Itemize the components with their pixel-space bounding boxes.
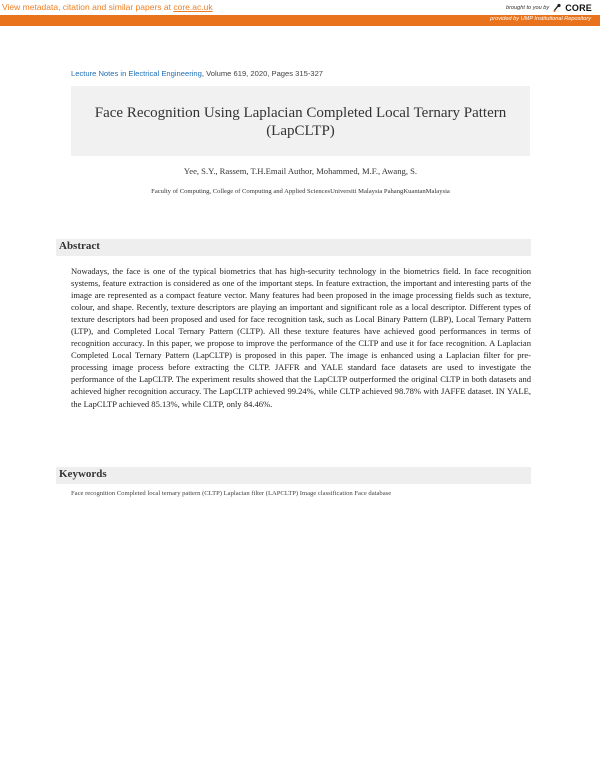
- core-logo-icon: [552, 3, 562, 13]
- core-ac-uk-link[interactable]: core.ac.uk: [173, 2, 213, 12]
- abstract-heading-bar: [56, 239, 531, 256]
- core-banner: [0, 0, 600, 15]
- journal-name-link[interactable]: Lecture Notes in Electrical Engineering: [71, 69, 202, 78]
- metadata-link-line: [2, 2, 213, 12]
- provided-by-label: provided by UMP Institutional Repository: [490, 16, 591, 22]
- keywords-heading: Keywords: [59, 468, 107, 480]
- affiliation: Faculty of Computing, College of Computing and Applied SciencesUniversiti Malaysia PahangKuantanMalaysia: [151, 188, 450, 195]
- core-brand-name: CORE: [565, 2, 592, 13]
- paper-title: [71, 104, 530, 140]
- paper-title-line1: Face Recognition Using Laplacian Completed Local Ternary Pattern: [94, 105, 507, 121]
- core-brand[interactable]: [506, 1, 592, 14]
- journal-citation: [71, 69, 323, 78]
- authors: Yee, S.Y., Rassem, T.H.Email Author, Mohammed, M.F., Awang, S.: [183, 166, 418, 176]
- metadata-prefix: View metadata, citation and similar papers at: [2, 2, 174, 12]
- keywords-heading-bar: [56, 467, 531, 484]
- brought-to-you-label: brought to you by: [505, 4, 550, 11]
- provided-by-bar: [0, 15, 600, 26]
- paper-title-line2: (LapCLTP): [266, 123, 335, 139]
- abstract-heading: Abstract: [59, 240, 100, 252]
- keywords-text: Face recognition Completed local ternary pattern (CLTP) Laplacian filter (LAPCLTP) Image classification Face database: [71, 490, 392, 497]
- title-box: [71, 86, 530, 156]
- journal-details: , Volume 619, 2020, Pages 315-327: [201, 69, 324, 78]
- abstract-text: Nowadays, the face is one of the typical biometrics that has high-security technology in the biometrics field. In face recognition systems, feature extraction is considered as one of the important steps. In feature extraction, the important and interesting parts of the image are represented as a compact feature vector. Many features had been proposed in the image processing fields such as texture, colour, and shape. Recently, texture descriptors are playing an important and significant role as a local descriptor. Different types of texture descriptors had been proposed and used for face recognition task, such as Local Binary Pattern (LBP), Local Ternary Pattern (LTP), and Completed Local Ternary Pattern (CLTP). All these texture features have achieved good performances in terms of recognition accuracy. In this paper, we propose to improve the performance of the CLTP and use it for face recognition. A Laplacian Completed Local Ternary Pattern (LapCLTP) is proposed in this paper. The image is enhanced using a Laplacian filter for pre-processing image process before extracting the CLTP. JAFFR and YALE standard face datasets are used to investigate the performance of the LapCLTP. The experiment results showed that the LapCLTP outperformed the original CLTP in both datasets and achieved higher recognition accuracy. The LapCLTP achieved 99.24%, while CLTP achieved 98.78% with JAFFE dataset. IN YALE, the LapCLTP achieved 85.13%, while CLTP, only 84.46%.: [71, 266, 531, 409]
